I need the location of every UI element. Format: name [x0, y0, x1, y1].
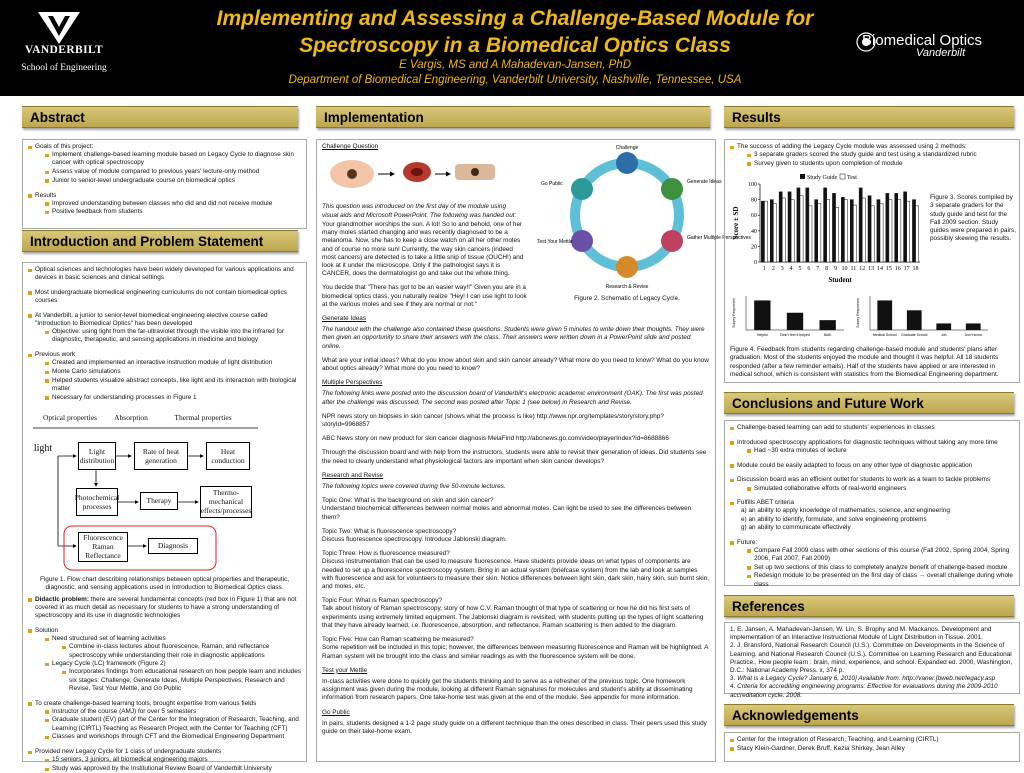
- reference-4: 4. Criteria for accrediting engineering programs: Effective for evaluations during the 2009-2010 accreditation cycle. 2008.: [730, 683, 998, 699]
- cycle-label-perspectives: Gather Multiple Perspectives: [687, 235, 751, 241]
- y-tick-label: 100: [748, 182, 757, 189]
- abstract-goals: Goals of this project: Implement challenge-based learning module based on Legacy Cycle to diagnose skin cancer with optical spectroscopy Assess value of module compared to previous years' lecture-only method Junior to senior-level undergraduate course on biomedical optics: [28, 143, 301, 185]
- bar-study-guide: [797, 188, 800, 262]
- list-item: Incorporates findings from educational research on how people learn and includes six stages: Challenge, Generate Ideas, Multiple Perspectives, Research and Revise, Test Your Mettle, and Go Public: [62, 668, 301, 693]
- figure-4a-feedback-chart: [730, 292, 850, 344]
- topic-4: Topic Four: What is Raman spectroscopy? Talk about history of Raman spectroscopy, story of how C.V. Raman thought of that type of scattering or how he did his first sets of experiments using extremely limited equipment. The Jablonski diagram is revisited, with students putting up the types of light scattering that they have already learned, i.e. fluorescence, absorption, and reflectance. Raman scattering is then added to the diagram.: [322, 597, 704, 629]
- legend-swatch-study-guide: [800, 174, 805, 179]
- x-tick-label: 12: [859, 266, 866, 273]
- generate-ideas-heading: Generate Ideas: [322, 315, 367, 322]
- header-banner: [0, 0, 1024, 96]
- x-tick-label: Don't know: [964, 333, 982, 338]
- bar: [966, 324, 981, 331]
- list-item: Challenge-based learning can add to students' experiences in classes: [730, 424, 1014, 432]
- list-item: The success of adding the Legacy Cycle module was assessed using 2 methods: 3 separate graders scored the study guide and test using a standardized rubric Survey given to students upon completion of module: [730, 143, 1014, 168]
- results-panel: [724, 139, 1020, 383]
- figure-3-score-chart: [730, 172, 928, 292]
- x-tick-label: 16: [894, 266, 901, 273]
- bar-test: [853, 205, 856, 262]
- test-mettle-heading: Test your Mettle: [322, 666, 368, 674]
- mp-discussion: Through the discussion board and with help from the instructors, students were able to revisit their generation of ideas. Did students see the need to clearly understand what physiological factors are important when skin cancer develops?: [322, 449, 707, 465]
- list-item: Study was approved by the Institutional Review Board of Vanderbilt University: [45, 765, 301, 773]
- fig1-box-heat-conduction: Heat conduction: [206, 442, 250, 470]
- list-item: Assess value of module compared to previous years' lecture-only method: [45, 168, 301, 176]
- fig1-box-thermomechanical: Thermo-mechanical effects/processes: [200, 486, 252, 518]
- y-axis-label: Score ± SD: [732, 206, 740, 240]
- list-item: Combine in-class lectures about fluorescence, Raman, and reflectance spectroscopy while understanding their role in diagnostic applications: [62, 643, 301, 659]
- fig1-box-photochemical: Photochemical processes: [76, 488, 118, 516]
- list-item: Survey given to students upon completion of module: [747, 160, 1014, 168]
- list-item: 3 separate graders scored the study guide and test using a standardized rubric: [747, 151, 1014, 159]
- bar-study-guide: [868, 196, 871, 262]
- x-tick-label: 7: [816, 266, 820, 273]
- figure-1-flowchart: [28, 408, 300, 576]
- challenge-question-heading: Challenge Question: [322, 143, 379, 150]
- reference-1: 1. E. Jansen, A. Mahadevan-Jansen, W. Lin, S. Brophy and M. Mackanos. Development and Implementation of an Interactive Instructional Module of Light Distribution in Tissue. 2001.: [730, 626, 992, 642]
- go-public-text: In pairs, students designed a 1-2 page study guide on a different technique than the ones described in class. Their peers used this study guide on their take-home exam.: [322, 719, 707, 735]
- x-tick-label: 1: [762, 266, 766, 273]
- x-tick-label: Didn't feel it helped: [780, 333, 810, 338]
- x-tick-label: 9: [834, 266, 838, 273]
- bar: [754, 301, 770, 331]
- y-tick-label: 40: [751, 228, 757, 235]
- abet-e: e) an ability to identify, formulate, and solve engineering problems: [741, 515, 927, 523]
- list-item: Positive feedback from students: [45, 208, 301, 216]
- bar-study-guide: [788, 192, 791, 262]
- figure-3-caption: Figure 3. Scores compiled by 3 separate graders for the study guide and test for the Fall 2009 section. Study guides were prepared in pairs, possibly skewing the results.: [930, 194, 1016, 243]
- list-item: Redesign module to be presented on the first day of class → overall challenge during whole class: [747, 572, 1014, 588]
- school-of-engineering-text: School of Engineering: [21, 63, 107, 73]
- x-tick-label: 2: [771, 266, 775, 273]
- intro-heading: Introduction and Problem Statement: [22, 230, 298, 252]
- cycle-label-research: Research & Revise: [605, 284, 649, 290]
- cycle-label-challenge: Challenge: [615, 145, 639, 151]
- list-item: Provided new Legacy Cycle for 1 class of undergraduate students 15 seniors, 3 juniors, all biomedical engineering majors Study was approved by the Institutional Review Board of Vanderbilt University: [28, 748, 301, 773]
- mp-abc: ABC News story on new product for skin cancer diagnosis MelaFind http://abcnews.go.com/video/playerIndex?id=8688866: [322, 435, 669, 443]
- list-item: Stacy Klein-Gardner, Derek Bruff, Kezia Shirkey, Jean Alley: [730, 745, 1014, 753]
- bar: [907, 310, 922, 330]
- bar-test: [800, 196, 803, 262]
- fig1-label-optical-properties: Optical properties: [43, 412, 97, 422]
- list-item: Instructor of the course (AMJ) for over 5 semesters: [45, 708, 301, 716]
- fig1-box-fluorescence: Fluorescence Raman Reflectance: [78, 532, 128, 562]
- bar-test: [782, 198, 785, 262]
- mp-npr: NPR news story on biopsies in skin cancer (shows what the process is like) http://www.npr.org/templates/story/story.php?storyId=9968857: [322, 412, 664, 429]
- x-tick-label: Graduate School: [901, 333, 928, 338]
- x-tick-label: Medical School: [872, 333, 897, 338]
- fig1-box-rate-heat: Rate of heat generation: [134, 442, 188, 470]
- list-item: Junior to senior-level undergraduate course on biomedical optics: [45, 177, 301, 185]
- figure-2-caption: Figure 2. Schematic of Legacy Cycle.: [574, 295, 680, 302]
- logo-line-2: Vanderbilt: [916, 47, 966, 59]
- conclusions-panel: [724, 420, 1020, 586]
- list-item: Monte Carlo simulations: [45, 368, 301, 376]
- fig1-box-light-distribution: Light distribution: [78, 442, 116, 470]
- bar-test: [764, 201, 767, 262]
- abstract-heading: Abstract: [22, 106, 298, 128]
- fig1-box-diagnosis: Diagnosis: [148, 538, 198, 554]
- bar-test: [862, 198, 865, 262]
- list-item: Module could be easily adapted to focus on any other type of diagnostic application: [730, 462, 1014, 470]
- bar-study-guide: [770, 200, 773, 262]
- topic-5: Topic Five: How can Raman scattering be measured? Some repetition will be included in this topic; however, the differences between measuring fluorescence and Raman will be highlighted. A Raman system will be brought into the class and similar readings as with the fluorescence system will be done.: [322, 636, 709, 660]
- bar-test: [889, 200, 892, 262]
- fig1-label-thermal-properties: Thermal properties: [174, 412, 232, 422]
- list-item: Solution Need structured set of learning activities Combine in-class lectures about fluorescence, Raman, and reflectance spectroscopy while understanding their role in diagnostic applications Legacy Cycle (LC) framework (Figure 2) Incorporates findings from educational research on how people learn and includes six stages: Challenge, Generate Ideas, Multiple Perspectives, Research and Revise, Test Your Mettle, and Go Public: [28, 627, 301, 693]
- acknowledgements-panel: [724, 732, 1020, 762]
- list-item: Didactic problem: there are several fundamental concepts (red box in Figure 1) that are not covered in as much detail as necessary for students to have a strong understanding of spectroscopy and its use in diagnostic technologies: [28, 596, 301, 621]
- topic-3: Topic Three: How is fluorescence measured? Discuss instrumentation that can be used to measure fluorescence. Have students provide ideas on what types of components are needed to set up a fluorescence spectroscopy system. Bring in an actual system (briefcase system) from the lab and look at samples with fluorescence and ask for volunteers to measure their skin. Notice differences between light skin, dark skin, hairy skin, sun burnt skin, and moles, etc.: [322, 550, 710, 591]
- bar: [820, 320, 836, 330]
- x-tick-label: 11: [850, 266, 857, 273]
- bar: [877, 301, 892, 331]
- legend-swatch-test: [840, 174, 845, 179]
- list-item: Future: Compare Fall 2009 class with other sections of this course (Fall 2002, Spring 2004, Spring 2006, Fall 2007, Fall 2009) Set up two sections of this class to completely analyze benefit of challenge-based module Redesign module to be presented on the first day of class → overall challenge during whole class: [730, 539, 1014, 589]
- bar-study-guide: [886, 193, 889, 262]
- list-item: Fulfills ABET criteria a) an ability to apply knowledge of mathematics, science, and engineering e) an ability to identify, formulate, and solve engineering problems g) an ability to communicate effectively: [730, 499, 1014, 532]
- references-panel: [724, 622, 1020, 699]
- list-item: 15 seniors, 3 juniors, all biomedical engineering majors: [45, 756, 301, 764]
- challenge-story-1: Your grandmother worships the sun. A lot! So lo and behold, one of her many moles started changing and was recently diagnosed to be a melanoma. Now, she has to keep a close watch on all her other moles and of course no more sun! Currently, the way skin cancers (indeed most cancers) are detected is to take a little snip of tissue (OUCH!) and look at it under the microscope. Only if the pathologist says it is CANCER, does the dermatologist go and take out the whole thing.: [322, 221, 524, 278]
- test-mettle-text: In-class activities were done to quickly get the students thinking and to serve as a refresher of the previous topic. One homework assignment was given during the module, looking at different Raman signatures for molecules and student's ability at disseminating information from research papers. One take-home test was given at the end of the module. See appendix for more information.: [322, 677, 693, 702]
- x-tick-label: 5: [798, 266, 802, 273]
- list-item: Implement challenge-based learning module based on Legacy Cycle to diagnose skin cancer with optical spectroscopy: [45, 151, 301, 167]
- x-tick-label: Helpful: [756, 333, 768, 338]
- cycle-label-generate: Generate Ideas: [687, 179, 722, 185]
- list-item: Graduate student (EV) part of the Center for the Integration of Research, Teaching, and Learning (CIRTL) Teaching as Research Project with the Center for Teaching (CFT): [45, 716, 301, 732]
- list-item: Classes and workshops through CFT and the Biomedical Engineering Department: [45, 733, 301, 741]
- list-item: Had ~30 extra minutes of lecture: [747, 447, 1014, 455]
- bar-test: [880, 204, 883, 263]
- bar-test: [791, 200, 794, 262]
- go-public-heading: Go Public: [322, 708, 350, 716]
- list-item: Optical sciences and technologies have been widely developed for various applications and devices in basic sciences and clinical settings: [28, 266, 301, 282]
- bar-study-guide: [912, 200, 915, 262]
- y-tick-label: 0: [754, 260, 757, 267]
- x-tick-label: Job: [940, 333, 947, 338]
- multiple-perspectives-heading: Multiple Perspectives: [322, 379, 383, 387]
- bar-study-guide: [806, 188, 809, 262]
- fig1-label-absorption: Absorption: [114, 412, 148, 422]
- list-item: Discussion board was an efficient outlet for students to work as a team to tackle problems Simulated collaborative efforts of real-world engineers: [730, 476, 1014, 492]
- x-tick-label: 13: [868, 266, 875, 273]
- list-item: Improved understanding between classes who did and did not receive module: [45, 200, 301, 208]
- x-tick-label: 14: [877, 266, 883, 273]
- x-tick-label: 17: [903, 266, 910, 273]
- fig1-label-light: light: [33, 442, 53, 454]
- list-item: Most undergraduate biomedical engineering curriculums do not contain biomedical optics courses: [28, 289, 301, 305]
- bar-study-guide: [824, 188, 827, 262]
- list-item: Previous work Created and implemented an interactive instruction module of light distribution Monte Carlo simulations Helped students visualize abstract concepts, like light and its interaction with biological matter Necessary for understanding processes in Figure 1: [28, 351, 301, 402]
- abstract-panel: [22, 139, 307, 229]
- biomedical-optics-logo-icon: [856, 22, 1016, 62]
- bar-study-guide: [841, 197, 844, 262]
- list-item: Simulated collaborative efforts of real-world engineers: [747, 485, 1014, 493]
- x-tick-label: 15: [885, 266, 892, 273]
- list-item: To create challenge-based learning tools, brought expertise from various fields Instructor of the course (AMJ) for over 5 semesters Graduate student (EV) part of the Center for the Integration of Research, Teaching, and Learning (CIRTL) Teaching as Research Project with the Center for Teaching (CFT) Classes and workshops through CFT and the Biomedical Engineering Department: [28, 700, 301, 742]
- bar-test: [898, 200, 901, 262]
- bar-test: [844, 200, 847, 262]
- abet-g: g) an ability to communicate effectively: [741, 523, 851, 531]
- implementation-heading: Implementation: [316, 106, 710, 128]
- y-tick-label: 80: [751, 197, 757, 204]
- topic-2: Topic Two: What is fluorescence spectroscopy? Discuss fluorescence spectroscopy. Introduce Jablonski diagram.: [322, 527, 507, 544]
- vanderbilt-v-logo-icon: [36, 10, 82, 46]
- abstract-results: Results Improved understanding between classes who did and did not receive module Positive feedback from students: [28, 192, 301, 217]
- bar-study-guide: [895, 193, 898, 262]
- legend-test: Test: [847, 175, 857, 182]
- x-tick-label: 8: [825, 266, 829, 273]
- bar: [936, 324, 951, 331]
- figure-4-caption: Figure 4. Feedback from students regarding challenge-based module and students' plans after graduation. Most of the students enjoyed the module and thought it was helpful. All 18 students responded (after a few reminder emails). Half of the students have applied or are interested in medical school, which is consistent with statistics from the Biomedical Engineering department.: [730, 346, 999, 378]
- list-item: Center for the Integration of Research, Teaching, and Learning (CIRTL): [730, 736, 1014, 744]
- y-axis-label: Survey Responses: [856, 298, 860, 328]
- y-tick-label: 60: [751, 213, 757, 220]
- bar-study-guide: [877, 200, 880, 262]
- challenge-intro: This question was introduced on the first day of the module using visual aids and Microsoft PowerPoint. The following was handed out:: [322, 203, 517, 219]
- bar-study-guide: [815, 200, 818, 262]
- poster-title: Implementing and Assessing a Challenge-Based Module for Spectroscopy in a Biomedical Optics Class: [216, 7, 814, 57]
- references-heading: References: [724, 595, 1014, 617]
- topic-1: Topic One: What is the background on skin and skin cancer? Understand biochemical differences between normal moles and abnormal moles. Can light be used to see the differences between them?: [322, 497, 692, 521]
- list-item: Introduced spectroscopy applications for diagnostic techniques without taking any more time Had ~30 extra minutes of lecture: [730, 439, 1014, 455]
- generate-ideas-questions: What are your initial ideas? What do you know about skin and skin cancer already? What more do you need to know? What do you know about optics already? What more do you need to know?: [322, 356, 709, 373]
- bar: [787, 313, 803, 330]
- bar-test: [916, 206, 919, 262]
- research-revise-heading: Research and Revise: [322, 471, 384, 479]
- skin-mole-illustration-icon: [322, 154, 512, 192]
- x-tick-label: 3: [780, 266, 784, 273]
- x-tick-label: 10: [841, 266, 848, 273]
- rr-intro: The following topics were covered during five 50-minute lectures.: [322, 483, 506, 491]
- bar-test: [836, 208, 839, 263]
- bar-study-guide: [779, 192, 782, 262]
- x-tick-label: 18: [912, 266, 919, 273]
- bar-study-guide: [904, 192, 907, 262]
- list-item: Created and implemented an interactive instruction module of light distribution: [45, 359, 301, 367]
- bar-test: [809, 206, 812, 262]
- bar-study-guide: [859, 188, 862, 262]
- bar-study-guide: [761, 201, 764, 262]
- bar-test: [773, 204, 776, 263]
- x-axis-label: Student: [828, 276, 852, 285]
- list-item: Need structured set of learning activities Combine in-class lectures about fluorescence, Raman, and reflectance spectroscopy while understanding their role in diagnostic applications: [45, 635, 301, 660]
- bar-test: [907, 201, 910, 262]
- list-item: Compare Fall 2009 class with other sections of this course (Fall 2002, Spring 2004, Spring 2006, Fall 2007, Fall 2009): [747, 547, 1014, 563]
- vanderbilt-logo-text: VANDERBILT: [24, 44, 104, 56]
- x-tick-label: 6: [807, 266, 811, 273]
- bar-test: [871, 206, 874, 262]
- cycle-label-test: Test Your Mettle: [537, 239, 573, 245]
- x-tick-label: Both: [824, 333, 832, 338]
- fig1-box-therapy: Therapy: [140, 492, 178, 510]
- x-tick-label: 4: [789, 266, 793, 273]
- list-item: At Vanderbilt, a junior to senior-level biomedical engineering elective course called "Introduction to Biomedical Optics" has been developed Objective: using light from the far-ultraviolet through the visible into the infrared for diagnostic, therapeutic, and sensing applications in medicine and biology: [28, 312, 301, 345]
- acknowledgements-heading: Acknowledgements: [724, 704, 1014, 726]
- reference-3: 3. What is a Legacy Cycle? January 6, 2010] Available from: http://vaner.[bweb.net/legacy.asp: [730, 675, 996, 683]
- legend-study-guide: Study Guide: [807, 175, 838, 182]
- figure-4b-plans-chart: [854, 292, 994, 344]
- reference-2: 2. J. Bransford, National Research Council (U.S.). Committee on Developments in the Science of Learning. and National Research Council (U.S.). Committee on Learning Research and Educational Practice., How people learn : brain, mind, experience, and school. Expanded ed. 2000, Washington, D.C.: National Academy Press. x, 374 p.: [730, 642, 1013, 675]
- y-tick-label: 20: [751, 244, 757, 251]
- y-axis-label: Survey Responses: [732, 298, 736, 328]
- figure-1-caption: Figure 1. Flow chart describing relationships between optical properties and therapeutic, diagnostic, and sensing applications used in Introduction to Biomedical Optics class.: [39, 575, 290, 591]
- results-heading: Results: [724, 106, 1014, 128]
- logo-line-1: Biomedical Optics: [862, 32, 983, 49]
- bar-study-guide: [850, 200, 853, 262]
- poster-authors: E Vargis, MS and A Mahadevan-Jansen, PhD: [398, 59, 632, 71]
- challenge-story-2: You decide that "There has got to be an easier way!!" Given you are in a biomedical optics class, you naturally realize "Hey! I can use light to look at the various moles and see if they are normal or not.": [322, 284, 527, 308]
- abet-a: a) an ability to apply knowledge of mathematics, science, and engineering: [741, 507, 950, 515]
- cycle-label-go-public: Go Public: [541, 181, 563, 187]
- intro-panel: [22, 262, 307, 772]
- bar-study-guide: [832, 193, 835, 262]
- bar-test: [818, 204, 821, 263]
- mp-intro: The following links were posted onto the discussion board of Vanderbilt's electronic academic environment (OAK). The first was posted after the challenge was discussed. The second was posted after Topic 1 (see below) in Research and Revise.: [322, 390, 703, 406]
- bar-test: [827, 200, 830, 262]
- conclusions-heading: Conclusions and Future Work: [724, 392, 1014, 414]
- list-item: Helped students visualize abstract concepts, like light and its interaction with biological matter: [45, 377, 301, 393]
- list-item: Set up two sections of this class to completely analyze benefit of challenge-based module: [747, 564, 1014, 572]
- list-item: Legacy Cycle (LC) framework (Figure 2) Incorporates findings from educational research on how people learn and includes six stages: Challenge, Generate Ideas, Multiple Perspectives, Research and Revise, Test Your Mettle, and Go Public: [45, 660, 301, 693]
- poster-department: Department of Biomedical Engineering, Vanderbilt University, Nashville, Tennessee, USA: [288, 74, 742, 86]
- list-item: Necessary for understanding processes in Figure 1: [45, 394, 301, 402]
- generate-ideas-intro: The handout with the challenge also contained these questions. Students were given 5 minutes to write down their thoughts. They were then given an opportunity to share their answers with the class. Their answers were written down in a PowerPoint slide and posted online.: [322, 326, 705, 350]
- list-item: Objective: using light from the far-ultraviolet through the visible into the infrared for diagnostic, therapeutic, and sensing applications in medicine and biology: [45, 328, 301, 344]
